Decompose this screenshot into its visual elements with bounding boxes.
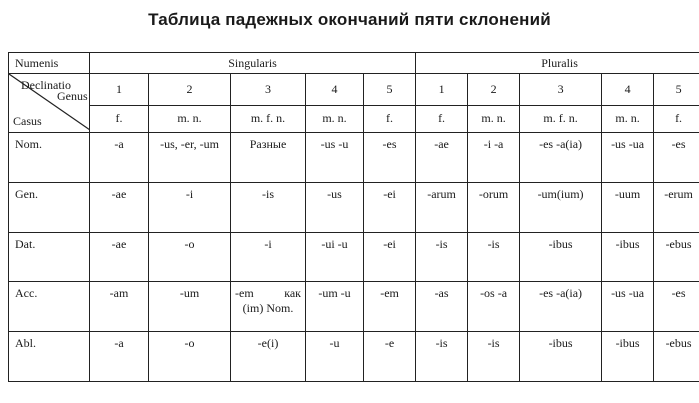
ending-cell: -um(ium) (520, 182, 602, 232)
gender-label: f. (654, 105, 699, 132)
ending-cell: -es (654, 282, 699, 332)
declension-number: 3 (520, 74, 602, 105)
ending-cell: -ibus (602, 232, 654, 282)
ending-cell: -ebus (654, 332, 699, 382)
corner-header (9, 74, 90, 133)
declension-number: 2 (468, 74, 520, 105)
ending-cell: -es (364, 133, 416, 183)
ending-cell: -us -ua (602, 133, 654, 183)
case-label: Acc. (9, 282, 90, 332)
gender-label: m. f. n. (231, 105, 306, 132)
ending-cell: -ibus (520, 232, 602, 282)
ending-cell: -es -a(ia) (520, 282, 602, 332)
gender-label: m. n. (468, 105, 520, 132)
ending-cell: -arum (416, 182, 468, 232)
gender-label: m. f. n. (520, 105, 602, 132)
ending-cell: -uum (602, 182, 654, 232)
acc-third-line1 (231, 286, 305, 301)
ending-cell: -o (149, 232, 231, 282)
ending-cell: -ae (416, 133, 468, 183)
ending-cell: Разные (231, 133, 306, 183)
ending-cell: -as (416, 282, 468, 332)
case-label: Gen. (9, 182, 90, 232)
ending-cell: -i (231, 232, 306, 282)
ending-cell: -es -a(ia) (520, 133, 602, 183)
ending-cell: -ei (364, 232, 416, 282)
declension-table (8, 52, 699, 382)
ending-cell: -ae (90, 182, 149, 232)
gender-label: m. n. (149, 105, 231, 132)
declension-number: 5 (654, 74, 699, 105)
ending-cell-multiline (231, 282, 306, 332)
ending-cell: -ei (364, 182, 416, 232)
ending-cell: -erum (654, 182, 699, 232)
declension-number: 4 (306, 74, 364, 105)
table-row (9, 282, 699, 332)
ending-cell: -orum (468, 182, 520, 232)
ending-cell: -em (364, 282, 416, 332)
declinatio-label: Declinatio (21, 78, 71, 93)
ending-cell: -i -a (468, 133, 520, 183)
acc-third-note: как (284, 286, 301, 301)
ending-cell: -is (416, 332, 468, 382)
table-row (9, 232, 699, 282)
declension-number: 4 (602, 74, 654, 105)
ending-cell: -i (149, 182, 231, 232)
declension-number: 3 (231, 74, 306, 105)
ending-cell: -o (149, 332, 231, 382)
ending-cell: -is (416, 232, 468, 282)
gender-label: m. n. (306, 105, 364, 132)
case-label: Abl. (9, 332, 90, 382)
ending-cell: -us, -er, -um (149, 133, 231, 183)
ending-cell: -es (654, 133, 699, 183)
singularis-header: Singularis (90, 53, 416, 74)
table-row (9, 133, 699, 183)
ending-cell: -ibus (520, 332, 602, 382)
ending-cell: -os -a (468, 282, 520, 332)
page-title: Таблица падежных окончаний пяти склонений (148, 10, 551, 29)
declension-number: 1 (416, 74, 468, 105)
ending-cell: -us (306, 182, 364, 232)
ending-cell: -ebus (654, 232, 699, 282)
ending-cell: -um -u (306, 282, 364, 332)
genus-label: Genus (57, 89, 88, 104)
numenis-label: Numenis (9, 53, 90, 74)
ending-cell: -is (231, 182, 306, 232)
gender-label: m. n. (602, 105, 654, 132)
ending-cell: -a (90, 332, 149, 382)
ending-cell: -u (306, 332, 364, 382)
ending-cell: -ui -u (306, 232, 364, 282)
ending-cell: -us -u (306, 133, 364, 183)
declension-number: 5 (364, 74, 416, 105)
ending-cell: -us -ua (602, 282, 654, 332)
table-row (9, 332, 699, 382)
ending-cell: -ae (90, 232, 149, 282)
gender-label: f. (364, 105, 416, 132)
declension-number: 2 (149, 74, 231, 105)
declension-number: 1 (90, 74, 149, 105)
ending-cell: -is (468, 232, 520, 282)
table-row (9, 182, 699, 232)
ending-cell: -um (149, 282, 231, 332)
ending-cell: -e (364, 332, 416, 382)
ending-cell: -is (468, 332, 520, 382)
casus-label: Casus (13, 114, 42, 129)
ending-cell: -ibus (602, 332, 654, 382)
ending-cell: -e(i) (231, 332, 306, 382)
acc-third-line2: (im) Nom. (242, 301, 294, 316)
gender-label: f. (90, 105, 149, 132)
pluralis-header: Pluralis (416, 53, 699, 74)
acc-third-ending: -em (235, 286, 254, 301)
gender-label: f. (416, 105, 468, 132)
ending-cell: -am (90, 282, 149, 332)
case-label: Nom. (9, 133, 90, 183)
ending-cell: -a (90, 133, 149, 183)
case-label: Dat. (9, 232, 90, 282)
